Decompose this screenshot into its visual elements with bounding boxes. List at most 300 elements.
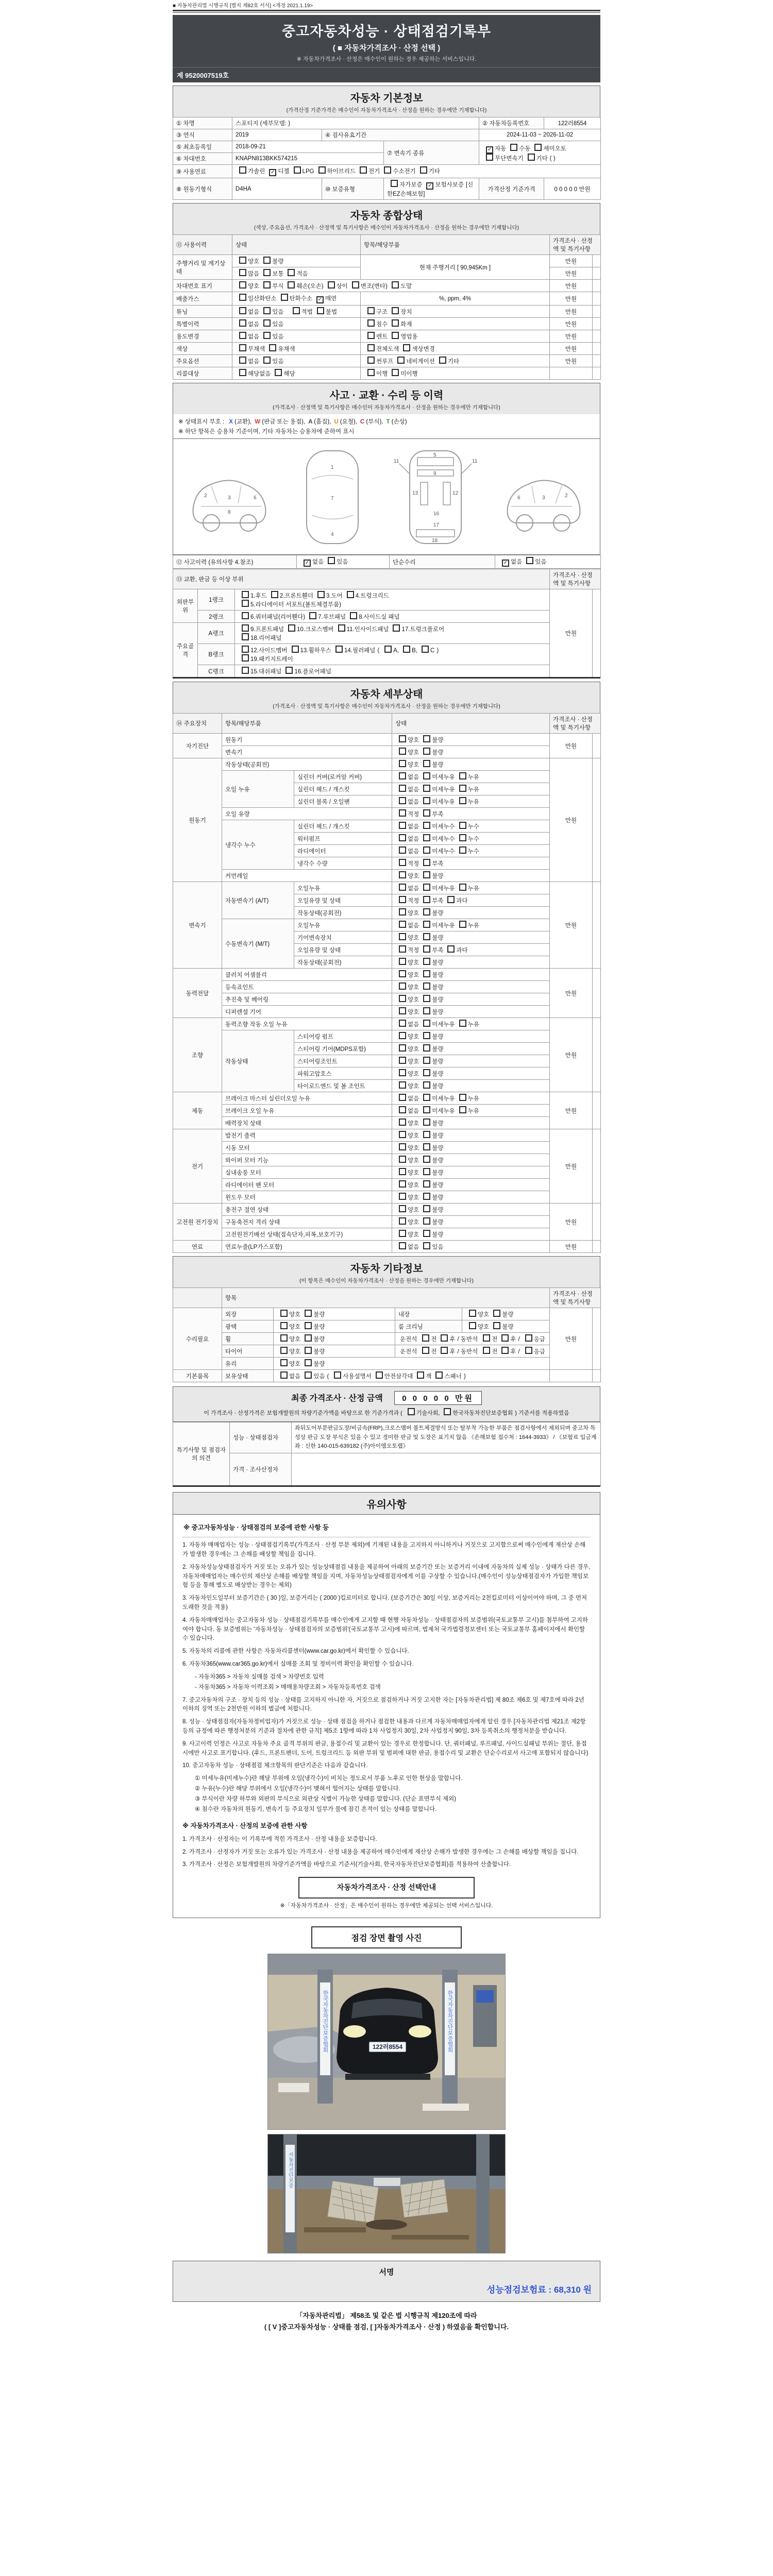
checkbox[interactable] — [399, 1143, 406, 1150]
checkbox[interactable] — [367, 344, 375, 351]
checkbox[interactable] — [423, 1057, 430, 1064]
checkbox-label: 10.크로스멤버 — [297, 626, 334, 633]
checkbox[interactable] — [399, 1081, 406, 1089]
checkbox[interactable] — [399, 1168, 406, 1175]
checkbox[interactable] — [367, 319, 375, 327]
checkbox[interactable] — [239, 369, 246, 376]
state-checks — [392, 1228, 550, 1241]
checkbox[interactable] — [239, 281, 246, 289]
checkbox[interactable] — [280, 1310, 288, 1317]
checkbox-label: 있음 — [272, 334, 284, 340]
checkbox[interactable] — [239, 166, 246, 174]
checkbox[interactable] — [399, 1118, 406, 1126]
checkbox[interactable] — [423, 1143, 430, 1150]
checkbox[interactable] — [525, 1347, 532, 1354]
checkbox[interactable] — [399, 1094, 406, 1101]
overall-condition-table — [173, 234, 601, 380]
checkbox[interactable] — [399, 933, 406, 940]
checkbox[interactable] — [403, 344, 410, 351]
field-label: ① 차명 — [173, 117, 232, 129]
checkbox-label: 1.후드 — [250, 593, 267, 599]
checkbox[interactable] — [399, 1044, 406, 1052]
checkbox-label: 적정 — [408, 898, 419, 904]
checkbox[interactable] — [423, 908, 430, 916]
checkbox[interactable] — [469, 1322, 476, 1329]
checkbox[interactable] — [423, 1205, 430, 1212]
checkbox[interactable] — [459, 846, 466, 854]
notice-paragraph: 7. 중고자동차의 구조 · 장치 등의 성능 · 상태를 고지하지 아니한 자, 거짓으로 점검하거나 거짓 고지한 자는 [자동차관리법] 제 80조 제6호 및 제7호에 따라 2년 이하의 징역 또는 2천만원 이하의 벌금에 처합니다. — [182, 1697, 584, 1713]
checkbox[interactable] — [399, 970, 406, 977]
checkbox[interactable] — [423, 797, 430, 804]
checkbox[interactable] — [423, 1242, 430, 1249]
notice-paragraph: 6. 자동차365(www.car365.go.kr)에서 실매물 조회 및 정비이력 확인을 확인할 수 있습니다. — [182, 1661, 414, 1668]
checkbox[interactable] — [423, 1131, 430, 1138]
checkbox[interactable] — [350, 612, 357, 619]
checkbox[interactable] — [444, 1408, 451, 1415]
checkbox[interactable] — [263, 319, 271, 327]
checkbox[interactable] — [384, 166, 391, 174]
checkbox[interactable] — [367, 307, 375, 314]
checkbox[interactable] — [459, 1106, 466, 1113]
checkbox[interactable] — [399, 1156, 406, 1163]
checkbox[interactable] — [423, 995, 430, 1002]
checkbox[interactable] — [423, 834, 430, 841]
state-checks — [392, 758, 550, 771]
checkbox[interactable] — [399, 1242, 406, 1249]
checkbox[interactable] — [391, 180, 398, 187]
checkbox[interactable] — [423, 1156, 430, 1163]
checkbox[interactable] — [423, 945, 430, 953]
checkbox-label: 양호 — [289, 1361, 301, 1367]
checkbox[interactable] — [392, 319, 399, 327]
detail-row — [173, 1179, 601, 1191]
checkbox[interactable] — [399, 797, 406, 804]
checkbox[interactable] — [399, 995, 406, 1002]
checkbox-label: 응급 — [533, 1349, 545, 1355]
checkbox[interactable] — [399, 1007, 406, 1014]
checkbox[interactable] — [399, 1106, 406, 1113]
checkbox[interactable] — [423, 1094, 430, 1101]
state-checks — [392, 1043, 550, 1055]
checkbox[interactable] — [459, 1094, 466, 1101]
checkbox[interactable] — [483, 1347, 490, 1354]
state-checks — [274, 1358, 550, 1370]
checkbox[interactable] — [423, 933, 430, 940]
svg-text:8: 8 — [228, 510, 231, 515]
checkbox[interactable] — [239, 294, 246, 301]
state-checks — [392, 833, 550, 845]
checkbox[interactable] — [423, 772, 430, 779]
checkbox[interactable] — [534, 144, 542, 151]
checkbox[interactable] — [281, 294, 288, 301]
checkbox[interactable] — [441, 1347, 448, 1354]
item-label: 시동 모터 — [222, 1142, 392, 1154]
checkbox[interactable] — [423, 1032, 430, 1039]
item-label: 동력조향 작동 오일 누유 — [222, 1018, 392, 1030]
checkbox-label: 기타 — [536, 155, 548, 162]
checkbox[interactable] — [399, 760, 406, 767]
checkbox[interactable] — [305, 1322, 312, 1329]
checkbox[interactable] — [501, 1347, 509, 1354]
checkbox[interactable] — [288, 624, 295, 632]
checkbox[interactable] — [242, 667, 249, 674]
checkbox[interactable] — [423, 1168, 430, 1175]
checkbox[interactable] — [399, 822, 406, 829]
notice-items — [182, 1541, 591, 1814]
price-unit: 만원 — [550, 1204, 593, 1241]
checkbox[interactable] — [239, 344, 246, 351]
checkbox[interactable] — [423, 1020, 430, 1027]
checkbox[interactable] — [304, 560, 311, 567]
checkbox[interactable] — [423, 884, 430, 891]
checkbox[interactable] — [392, 281, 399, 289]
signature-label: 서명 — [379, 2268, 394, 2277]
checkbox[interactable] — [338, 624, 345, 632]
checkbox[interactable] — [399, 1230, 406, 1237]
checkbox[interactable] — [263, 269, 271, 276]
checkbox[interactable] — [399, 1205, 406, 1212]
checkbox-label: 과다 — [456, 947, 468, 954]
checkbox[interactable] — [242, 633, 249, 640]
svg-text:16: 16 — [433, 511, 440, 517]
checkbox[interactable] — [399, 982, 406, 990]
checkbox[interactable] — [403, 646, 410, 653]
checkbox[interactable] — [399, 748, 406, 755]
wheel-position-checks — [395, 1333, 550, 1345]
checkbox[interactable] — [399, 921, 406, 928]
device-label: 제동 — [173, 1092, 222, 1129]
checkbox[interactable] — [423, 1106, 430, 1113]
column-header: 항목/해당부품 — [361, 235, 550, 255]
checkbox[interactable] — [423, 1230, 430, 1237]
state-checks — [232, 355, 361, 367]
final-amount-value: 0 0 0 0 0 만원 — [394, 1391, 482, 1405]
checkbox[interactable] — [423, 1069, 430, 1076]
checkbox[interactable] — [269, 169, 276, 176]
checkbox[interactable] — [317, 307, 324, 314]
svg-text:5: 5 — [433, 452, 436, 458]
price-unit: 만원 — [550, 318, 593, 330]
item-label: 실린더 헤드 / 개스킷 — [294, 783, 392, 795]
svg-text:6: 6 — [517, 495, 520, 501]
checkbox-label: 불량 — [432, 1158, 444, 1164]
checkbox[interactable] — [423, 871, 430, 878]
checkbox[interactable] — [392, 332, 399, 339]
checkbox[interactable] — [399, 1193, 406, 1200]
checkbox-label: 변조(변타) — [360, 283, 388, 290]
checkbox[interactable] — [239, 319, 246, 327]
checkbox[interactable] — [305, 1310, 312, 1317]
checkbox[interactable] — [459, 1020, 466, 1027]
checkbox[interactable] — [426, 182, 433, 190]
document-subtitle: ( ■ 자동차가격조사 · 산정 선택 ) — [332, 44, 441, 53]
checkbox[interactable] — [528, 154, 535, 161]
column-header: ⑭ 주요장치 — [173, 714, 222, 734]
checkbox-label: 불량 — [432, 1219, 444, 1226]
checkbox[interactable] — [305, 1371, 312, 1379]
checkbox[interactable] — [399, 772, 406, 779]
checkbox[interactable] — [423, 1007, 430, 1014]
checkbox[interactable] — [305, 1359, 312, 1366]
subgroup-label: 오일 누유 — [222, 771, 294, 808]
checkbox[interactable] — [317, 591, 325, 598]
item-label: 작동상태(공회전) — [294, 956, 392, 969]
checkbox[interactable] — [408, 1408, 415, 1415]
checkbox[interactable] — [423, 1081, 430, 1089]
section-subtitle: (가격산정 기준가격은 매수인이 자동차가격조사 · 산정을 원하는 경우에만 기재합니다) — [286, 107, 487, 113]
checkbox[interactable] — [399, 735, 406, 742]
svg-text:6: 6 — [254, 495, 257, 501]
checkbox[interactable] — [367, 369, 375, 376]
section-title: 자동차 기본정보 — [350, 93, 423, 104]
checkbox-label: 양호 — [408, 960, 419, 966]
checkbox[interactable] — [469, 1310, 476, 1317]
checkbox[interactable] — [435, 1371, 443, 1379]
checkbox-label: 양호 — [408, 1071, 419, 1077]
checkbox[interactable] — [399, 1180, 406, 1188]
state-checks — [392, 808, 550, 820]
checkbox[interactable] — [422, 1347, 429, 1354]
checkbox-label: 기술사회, — [416, 1410, 440, 1416]
checkbox[interactable] — [486, 146, 493, 154]
checkbox[interactable] — [269, 344, 276, 351]
checkbox[interactable] — [305, 1347, 312, 1354]
checkbox[interactable] — [399, 859, 406, 866]
item-label: 작동상태(공회전) — [294, 907, 392, 919]
text-token: ( — [327, 1374, 329, 1380]
checkbox-label: 구조 — [376, 309, 388, 315]
checkbox[interactable] — [423, 760, 430, 767]
column-header: ⑪ 사용이력 — [173, 235, 232, 255]
text-token: ) — [463, 1374, 466, 1380]
checkbox[interactable] — [525, 1334, 532, 1342]
checkbox[interactable] — [423, 1193, 430, 1200]
price-unit: 만원 — [550, 355, 593, 367]
checkbox[interactable] — [459, 785, 466, 792]
checkbox[interactable] — [483, 1334, 490, 1342]
state-checks — [274, 1345, 395, 1358]
checkbox[interactable] — [242, 591, 249, 598]
checkbox[interactable] — [493, 1322, 500, 1329]
checkbox[interactable] — [352, 281, 359, 289]
checkbox[interactable] — [376, 1371, 383, 1379]
checkbox[interactable] — [399, 1069, 406, 1076]
checkbox[interactable] — [242, 612, 249, 619]
checkbox[interactable] — [493, 1310, 500, 1317]
checkbox[interactable] — [316, 296, 324, 303]
notice-paragraph: ③ 부식이란 차량 하부와 외판의 부식으로 외관상 식별이 가능한 상태를 말합니다. (단순 표면부식 제외) — [195, 1795, 457, 1802]
checkbox-label: 없음 — [511, 559, 523, 565]
checkbox[interactable] — [423, 1118, 430, 1126]
state-checks — [392, 993, 550, 1006]
checkbox[interactable] — [263, 281, 271, 289]
checkbox[interactable] — [367, 357, 375, 364]
checkbox[interactable] — [399, 945, 406, 953]
checkbox[interactable] — [239, 357, 246, 364]
checkbox[interactable] — [423, 809, 430, 817]
checkbox[interactable] — [280, 1371, 288, 1379]
checkbox[interactable] — [399, 1131, 406, 1138]
checkbox[interactable] — [423, 982, 430, 990]
checkbox[interactable] — [423, 748, 430, 755]
checkbox[interactable] — [423, 1044, 430, 1052]
checkbox[interactable] — [399, 908, 406, 916]
checkbox[interactable] — [328, 281, 335, 289]
checkbox[interactable] — [384, 646, 392, 653]
checkbox[interactable] — [423, 846, 430, 854]
checkbox[interactable] — [399, 785, 406, 792]
checkbox[interactable] — [459, 772, 466, 779]
state-checks — [232, 330, 361, 343]
checkbox[interactable] — [447, 896, 455, 903]
checkbox[interactable] — [239, 257, 246, 264]
checkbox[interactable] — [399, 884, 406, 891]
checkbox[interactable] — [360, 166, 367, 174]
checkbox[interactable] — [318, 166, 326, 174]
state-checks — [392, 783, 550, 795]
checkbox[interactable] — [423, 735, 430, 742]
checkbox[interactable] — [423, 859, 430, 866]
price-unit: 만원 — [550, 1241, 593, 1253]
checkbox-label: 불량 — [432, 1170, 444, 1176]
checkbox[interactable] — [423, 785, 430, 792]
checkbox[interactable] — [275, 369, 282, 376]
checkbox[interactable] — [423, 921, 430, 928]
checkbox[interactable] — [510, 144, 517, 151]
checkbox[interactable] — [263, 332, 271, 339]
checkbox[interactable] — [239, 332, 246, 339]
checkbox[interactable] — [399, 871, 406, 878]
checkbox-label: 매연 — [325, 296, 337, 302]
checkbox[interactable] — [309, 612, 316, 619]
checkbox[interactable] — [271, 591, 278, 598]
final-amount-bar — [173, 1386, 600, 1422]
checkbox[interactable] — [422, 646, 429, 653]
detail-row — [173, 1129, 601, 1142]
checkbox[interactable] — [423, 1180, 430, 1188]
checkbox[interactable] — [263, 257, 271, 264]
checkbox[interactable] — [439, 357, 446, 364]
checkbox[interactable] — [459, 921, 466, 928]
checkbox[interactable] — [399, 1217, 406, 1225]
inspector-opinion-text: 좌뒤도어부분판금도장/비금속(FRP),크로스멤버 볼트체결방식 또는 탈부착 가능한 부품은 점검사항에서 제외되며 중고차 특성상 판금 도장 부식은 있을 수 있고 경미한 판금 및 도장은 표기치 않음 《손해보험 접수처 : 1644-3933》 / 《보험료 입금계좌 : 신한 140-015-639182 (주)아이엠오토랩》 — [292, 1422, 601, 1453]
checkbox-label: 양호 — [408, 1059, 419, 1065]
checkbox[interactable] — [392, 307, 399, 314]
checkbox[interactable] — [423, 822, 430, 829]
checkbox-label: 해당없음 — [248, 371, 271, 377]
checkbox[interactable] — [239, 307, 246, 314]
checkbox[interactable] — [399, 846, 406, 854]
checkbox[interactable] — [417, 1371, 424, 1379]
checkbox[interactable] — [334, 1371, 341, 1379]
checkbox[interactable] — [292, 646, 299, 653]
checkbox[interactable] — [280, 1322, 288, 1329]
checkbox[interactable] — [280, 1334, 288, 1342]
checkbox[interactable] — [501, 1334, 509, 1342]
checkbox[interactable] — [305, 1334, 312, 1342]
checkbox[interactable] — [263, 307, 271, 314]
checkbox[interactable] — [392, 369, 399, 376]
checkbox[interactable] — [285, 667, 293, 674]
checkbox-label: 적법 — [301, 309, 313, 315]
simple-repair-checks — [495, 555, 601, 569]
checkbox[interactable] — [399, 958, 406, 965]
state-checks — [462, 1320, 550, 1333]
svg-text:2: 2 — [204, 493, 207, 499]
checkbox[interactable] — [239, 269, 246, 276]
note-cell — [593, 306, 601, 318]
checkbox[interactable] — [399, 834, 406, 841]
checkbox-label: 수동 — [519, 145, 531, 152]
checkbox[interactable] — [459, 884, 466, 891]
checkbox[interactable] — [288, 269, 295, 276]
checkbox-label: 양호 — [408, 910, 419, 917]
section-subtitle: (가격조사 · 산정액 및 특기사항은 매수인이 자동차가격조사 · 산정을 원하는 경우에만 기재합니다) — [273, 404, 500, 411]
checkbox[interactable] — [399, 1032, 406, 1039]
checkbox[interactable] — [328, 557, 335, 564]
checkbox[interactable] — [335, 646, 343, 653]
checkbox-label: 불량 — [432, 910, 444, 917]
checkbox[interactable] — [294, 166, 301, 174]
checkbox[interactable] — [526, 557, 533, 564]
rank-label: 1랭크 — [198, 589, 235, 611]
checkbox[interactable] — [399, 1020, 406, 1027]
inspection-photo-2 — [267, 2134, 506, 2253]
checkbox[interactable] — [280, 1347, 288, 1354]
checkbox-label: 17.트렁크플로어 — [401, 626, 445, 633]
checkbox-label: 누유 — [467, 1108, 479, 1114]
checkbox[interactable] — [459, 797, 466, 804]
checkbox[interactable] — [459, 822, 466, 829]
checkbox[interactable] — [399, 809, 406, 817]
checkbox[interactable] — [423, 970, 430, 977]
checkbox[interactable] — [367, 332, 375, 339]
checkbox[interactable] — [288, 281, 295, 289]
state-checks — [392, 1179, 550, 1191]
checkbox[interactable] — [399, 896, 406, 903]
checkbox[interactable] — [293, 307, 300, 314]
checkbox[interactable] — [502, 560, 509, 567]
lift-post-text: 한국자동차진단보증협회 — [447, 1990, 453, 2053]
text-token: / — [518, 1349, 520, 1355]
checkbox[interactable] — [423, 896, 430, 903]
price-unit: 만원 — [550, 280, 593, 292]
checkbox[interactable] — [423, 958, 430, 965]
checkbox[interactable] — [347, 591, 354, 598]
checkbox-label: 없음 — [289, 1374, 301, 1380]
inspection-photo-1 — [267, 1954, 506, 2130]
checkbox[interactable] — [242, 624, 249, 632]
checkbox[interactable] — [420, 166, 427, 174]
checkbox[interactable] — [423, 1217, 430, 1225]
checkbox[interactable] — [393, 624, 400, 632]
checkbox[interactable] — [486, 154, 493, 161]
checkbox[interactable] — [242, 600, 249, 607]
checkbox[interactable] — [263, 357, 271, 364]
checkbox[interactable] — [441, 1334, 448, 1342]
checkbox[interactable] — [242, 654, 249, 662]
checkbox[interactable] — [397, 357, 405, 364]
checkbox[interactable] — [399, 1057, 406, 1064]
checkbox-label: 12.사이드멤버 — [250, 648, 288, 654]
checkbox-label: 누유 — [467, 923, 479, 929]
rank-label: B랭크 — [198, 644, 235, 665]
checkbox[interactable] — [422, 1334, 429, 1342]
checkbox[interactable] — [459, 834, 466, 841]
checkbox[interactable] — [242, 646, 249, 653]
checkbox[interactable] — [447, 945, 455, 953]
checkbox[interactable] — [280, 1359, 288, 1366]
